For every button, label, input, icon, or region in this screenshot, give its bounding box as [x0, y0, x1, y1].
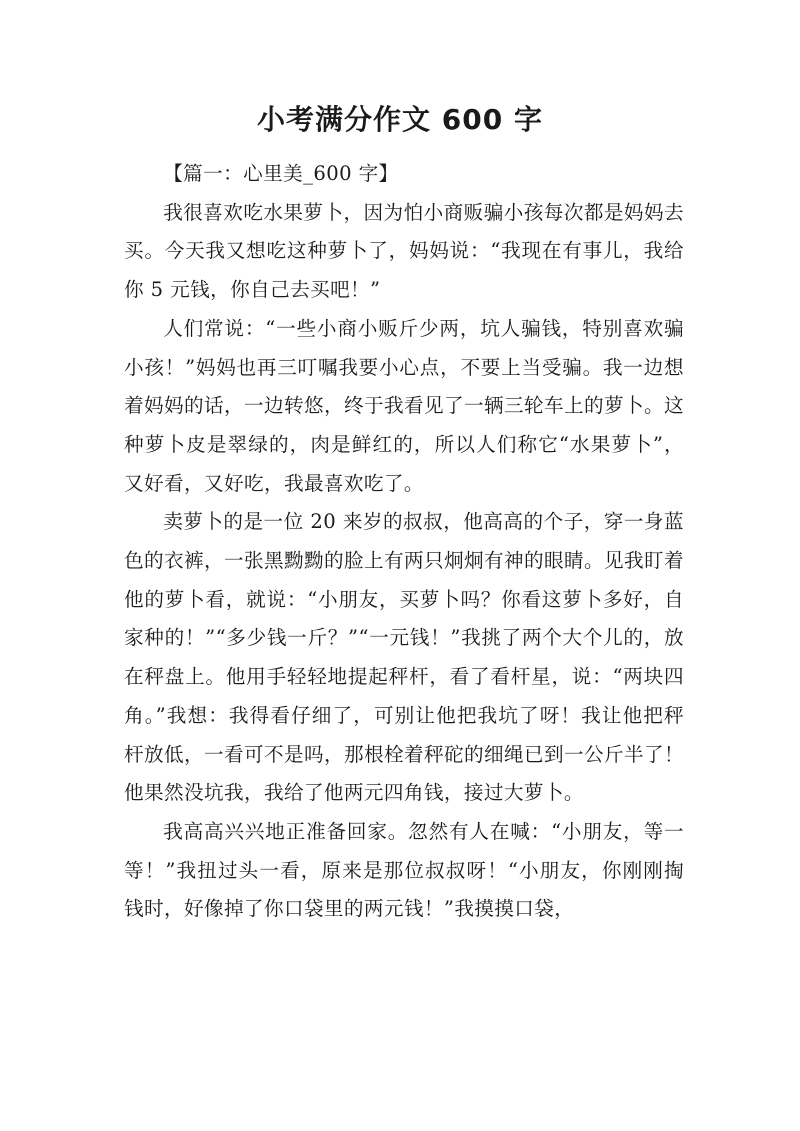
document-body [124, 155, 684, 929]
paragraph-2: 人们常说：“一些小商小贩斤少两，坑人骗钱，特别喜欢骗小孩！”妈妈也再三叮嘱我要小心点，不要上当受骗。我一边想着妈妈的话，一边转悠，终于我看见了一辆三轮车上的萝卜。这种萝卜皮是翠绿的，肉是鲜红的，所以人们称它“水果萝卜”，又好看，又好吃，我最喜欢吃了。 [124, 316, 684, 495]
document-title: 小考满分作文 600 字 [257, 103, 543, 136]
paragraph-3: 卖萝卜的是一位 20 来岁的叔叔，他高高的个子，穿一身蓝色的衣裤，一张黑黝黝的脸上有两只炯炯有神的眼睛。见我盯着他的萝卜看，就说：“小朋友，买萝卜吗？你看这萝卜多好，自家种的！”“多少钱一斤？”“一元钱！”我挑了两个大个儿的，放在秤盘上。他用手轻轻地提起秤杆，看了看杆星，说：“两块四角。”我想：我得看仔细了，可别让他把我坑了呀！我让他把秤杆放低，一看可不是吗，那根栓着秤砣的细绳已到一公斤半了！他果然没坑我，我给了他两元四角钱，接过大萝卜。 [124, 510, 684, 805]
paragraph-1: 我很喜欢吃水果萝卜，因为怕小商贩骗小孩每次都是妈妈去买。今天我又想吃这种萝卜了，妈妈说：“我现在有事儿，我给你 5 元钱，你自己去买吧！” [124, 200, 684, 302]
section-heading: 【篇一：心里美_600 字】 [163, 162, 399, 185]
paragraph-4: 我高高兴兴地正准备回家。忽然有人在喊：“小朋友，等一等！”我扭过头一看，原来是那位叔叔呀！“小朋友，你刚刚掏钱时，好像掉了你口袋里的两元钱！”我摸摸口袋， [124, 819, 684, 921]
